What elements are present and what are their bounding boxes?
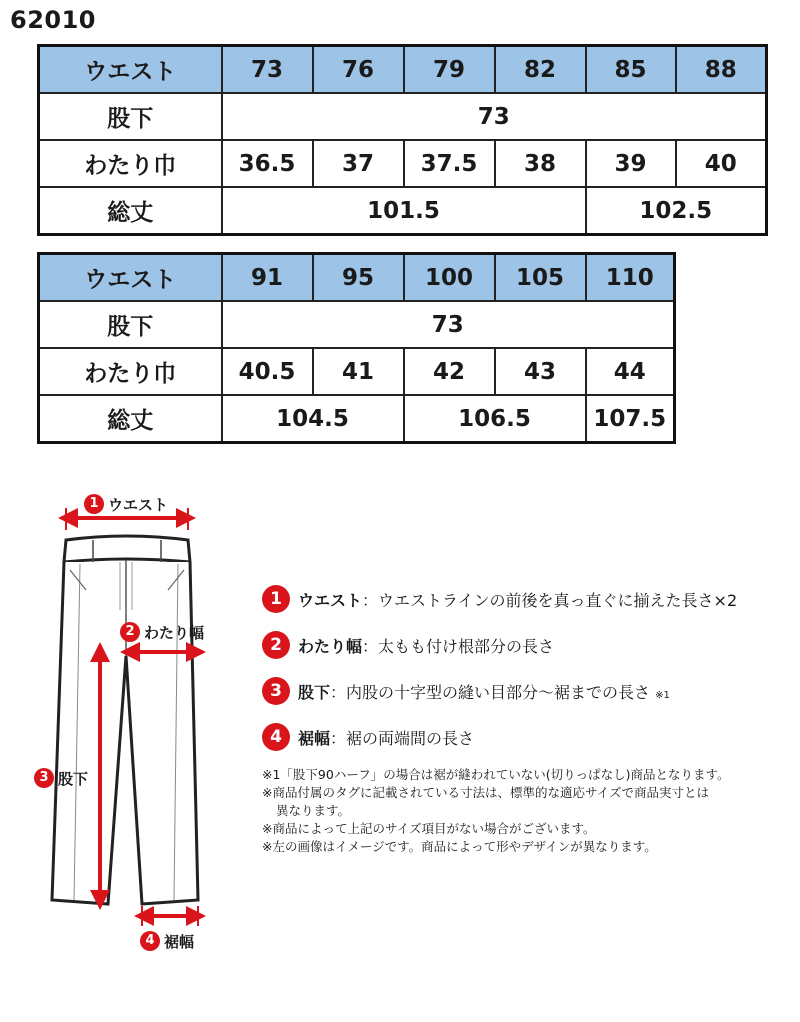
diagram-badge-3: 3 [34,768,54,788]
table-row-length [39,187,767,235]
legend-item-thigh [262,628,782,674]
table-cell: 42 [404,348,495,395]
row-label-inseam: 股下 [39,93,222,140]
table-cell: 40 [676,140,767,187]
product-code: 62010 [10,6,96,34]
row-label-length: 総丈 [39,187,222,235]
legend-badge: 4 [262,723,290,751]
table-cell: 91 [222,254,313,302]
note-line: ※商品付属のタグに記載されている寸法は、標準的な適応サイズで商品実寸とは [262,785,709,800]
note-line: ※1「股下90ハーフ」の場合は裾が縫われていない(切りっぱなし)商品となります。 [262,767,730,782]
note-line: 異なります。 [276,803,351,818]
table-row-thigh [39,140,767,187]
legend-desc: ：太もも付け根部分の長さ [362,637,555,656]
legend-badge: 1 [262,585,290,613]
note-line: ※商品によって上記のサイズ項目がない場合がございます。 [262,821,596,836]
table-cell: 105 [495,254,586,302]
legend-term: ウエスト [298,591,363,610]
table-cell: 101.5 [222,187,586,235]
table-cell: 107.5 [586,395,675,443]
legend-desc: ：内股の十字型の縫い目部分～裾までの長さ [330,683,651,702]
table-cell: 36.5 [222,140,313,187]
legend-desc: ：ウエストラインの前後を真っ直ぐに揃えた長さ×2 [362,591,738,610]
table-cell: 110 [586,254,675,302]
legend-term: わたり幅 [298,637,363,656]
size-table-1 [37,44,768,236]
legend-note: ※1 [655,690,670,701]
table-cell: 73 [222,46,313,94]
legend-term: 裾幅 [298,729,331,748]
row-label-inseam: 股下 [39,301,222,348]
table-cell: 73 [222,301,675,348]
table-row-inseam [39,93,767,140]
pants-illustration [30,480,240,960]
table-cell: 76 [313,46,404,94]
notes [262,766,782,856]
diagram-label-inseam: 股下 [58,770,89,788]
note-line: ※左の画像はイメージです。商品によって形やデザインが異なります。 [262,839,657,854]
legend-badge: 2 [262,631,290,659]
diagram-badge-4: 4 [140,931,160,951]
legend-item-hem [262,720,782,766]
row-label-length: 総丈 [39,395,222,443]
table-cell: 73 [222,93,767,140]
table-cell: 85 [586,46,676,94]
legend-item-waist [262,582,782,628]
table-cell: 37 [313,140,404,187]
diagram-label-hem: 裾幅 [164,933,195,951]
table-cell: 106.5 [404,395,586,443]
table-cell: 104.5 [222,395,404,443]
table-row-waist [39,254,675,302]
diagram-badge-2: 2 [120,622,140,642]
row-label-waist: ウエスト [39,46,222,94]
size-table-2 [37,252,676,444]
table-cell: 39 [586,140,676,187]
table-cell: 44 [586,348,675,395]
table-cell: 43 [495,348,586,395]
table-cell: 95 [313,254,404,302]
table-cell: 100 [404,254,495,302]
table-cell: 102.5 [586,187,767,235]
legend-term: 股下 [298,683,331,702]
table-cell: 40.5 [222,348,313,395]
diagram-label-waist: ウエスト [108,496,169,514]
row-label-thigh: わたり巾 [39,348,222,395]
diagram-badge-1: 1 [84,494,104,514]
legend-badge: 3 [262,677,290,705]
row-label-thigh: わたり巾 [39,140,222,187]
diagram-label-thigh: わたり幅 [144,624,205,642]
table-row-thigh [39,348,675,395]
table-cell: 82 [495,46,586,94]
table-row-length [39,395,675,443]
table-cell: 37.5 [404,140,495,187]
legend-item-inseam [262,674,782,720]
table-cell: 88 [676,46,767,94]
pants-diagram [30,480,240,960]
measurement-legend [262,582,782,766]
table-cell: 41 [313,348,404,395]
table-cell: 38 [495,140,586,187]
legend-desc: ：裾の両端間の長さ [330,729,475,748]
table-row-waist [39,46,767,94]
row-label-waist: ウエスト [39,254,222,302]
table-row-inseam [39,301,675,348]
table-cell: 79 [404,46,495,94]
